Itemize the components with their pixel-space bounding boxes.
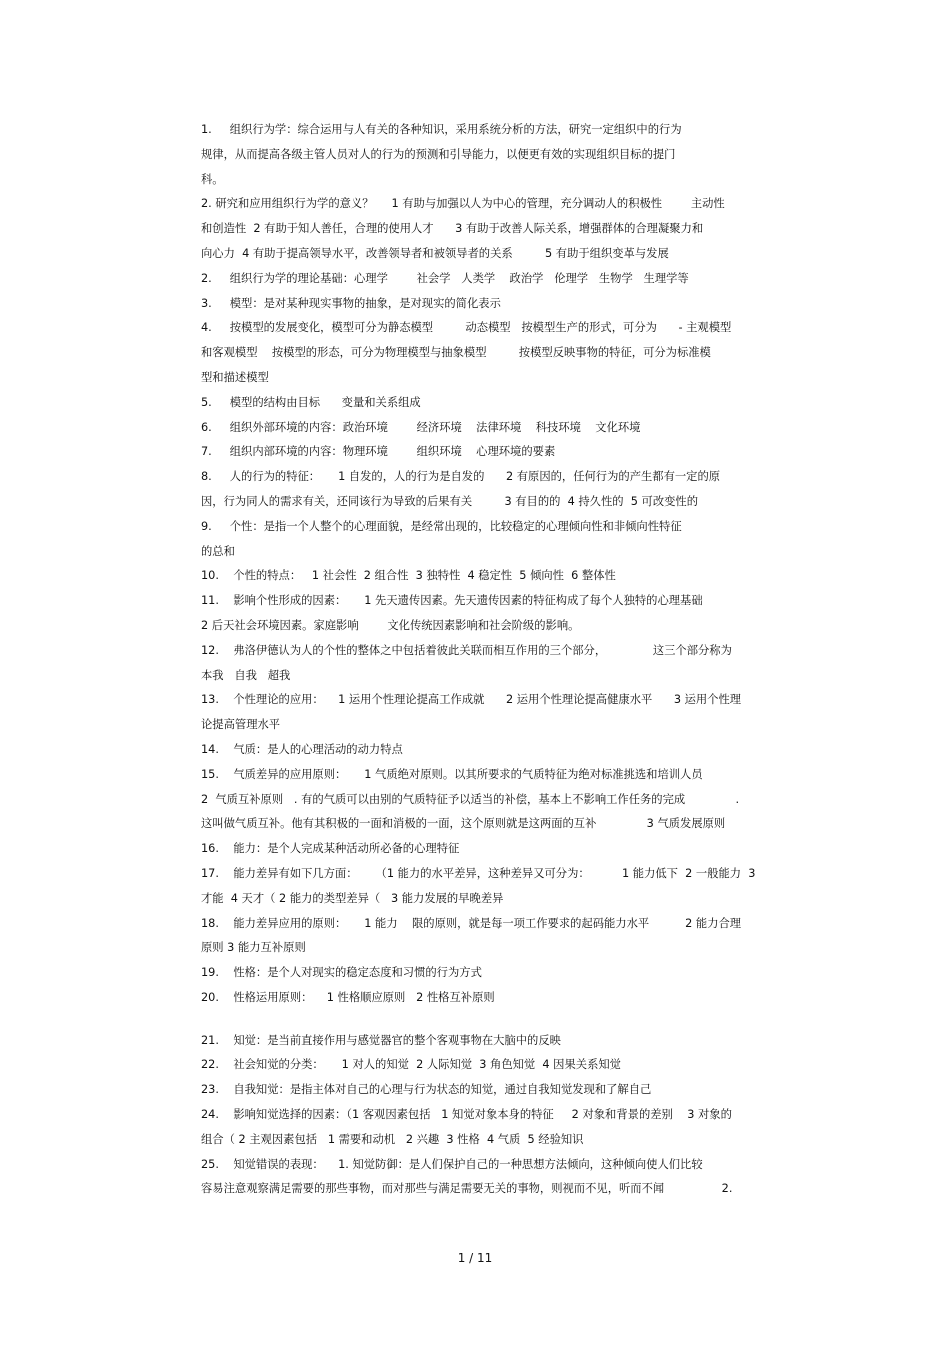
text-line: 的总和 (201, 544, 235, 558)
text-line: 向心力 4 有助于提高领导水平，改善领导者和被领导者的关系 5 有助于组织变革与发展 (201, 246, 669, 260)
text-line: 25. 知觉错误的表现： 1. 知觉防御：是人们保护自己的一种思想方法倾向，这种倾向使人们比较 (201, 1157, 703, 1171)
text-line: 2. 组织行为学的理论基础：心理学 社会学 人类学 政治学 伦理学 生物学 生理学等 (201, 271, 689, 285)
text-line: 1. 组织行为学：综合运用与人有关的各种知识，采用系统分析的方法，研究一定组织中的行为 (201, 123, 682, 136)
text-line: 因，行为同人的需求有关，还同该行为导致的后果有关 3 有目的的 4 持久性的 5 可改变性的 (201, 494, 699, 508)
text-line: 22. 社会知觉的分类： 1 对人的知觉 2 人际知觉 3 角色知觉 4 因果关系知觉 (201, 1058, 621, 1072)
text-line: 24. 影响知觉选择的因素：（1 客观因素包括 1 知觉对象本身的特征 2 对象和背景的差别 3 对象的 (201, 1108, 732, 1122)
text-line: 23. 自我知觉：是指主体对自己的心理与行为状态的知觉，通过自我知觉发现和了解自己 (201, 1083, 652, 1097)
text-line: 6. 组织外部环境的内容：政治环境 经济环境 法律环境 科技环境 文化环境 (201, 420, 641, 434)
text-line: 20. 性格运用原则： 1 性格顺应原则 2 性格互补原则 (201, 990, 495, 1004)
text-line: 规律，从而提高各级主管人员对人的行为的预测和引导能力，以便更有效的实现组织目标的提门 (201, 147, 676, 161)
text-line: 才能 4 天才（ 2 能力的类型差异（ 3 能力发展的早晚差异 (201, 891, 504, 905)
text-line: 本我 自我 超我 (201, 668, 291, 682)
text-line: 组合（ 2 主观因素包括 1 需要和动机 2 兴趣 3 性格 4 气质 5 经验知识 (201, 1132, 584, 1146)
text-line: 19. 性格：是个人对现实的稳定态度和习惯的行为方式 (201, 966, 482, 980)
text-line: 2. 研究和应用组织行为学的意义？ 1 有助与加强以人为中心的管理，充分调动人的积极性 主动性 (201, 197, 725, 211)
text-line: 15. 气质差异的应用原则： 1 气质绝对原则。以其所要求的气质特征为绝对标准挑选和培训人员 (201, 767, 703, 781)
text-line: 8. 人的行为的特征： 1 自发的，人的行为是自发的 2 有原因的，任何行为的产生都有一定的原 (201, 470, 721, 484)
text-line: 9. 个性：是指一个人整个的心理面貌，是经常出现的，比较稳定的心理倾向性和非倾向性特征 (201, 519, 682, 533)
text-line: 18. 能力差异应用的原则： 1 能力 限的原则，就是每一项工作要求的起码能力水平 2 能力合理 (201, 916, 742, 930)
text-line: 和创造性 2 有助于知人善任，合理的使用人才 3 有助于改善人际关系，增强群体的合理凝聚力和 (201, 222, 704, 236)
text-line: 13. 个性理论的应用： 1 运用个性理论提高工作成就 2 运用个性理论提高健康水平 3 运用个性理 (201, 693, 742, 707)
paragraph-gap (201, 1011, 807, 1029)
text-line: 型和描述模型 (201, 370, 269, 384)
text-line: 17. 能力差异有如下几方面： （1 能力的水平差异，这种差异又可分为： 1 能力低下 2 一般能力 3 (201, 866, 756, 880)
text-line: 5. 模型的结构由目标 变量和关系组成 (201, 395, 421, 409)
text-line: 容易注意观察满足需要的那些事物，而对那些与满足需要无关的事物，则视而不见，听而不闻 2. (201, 1182, 733, 1196)
text-line: 21. 知觉：是当前直接作用与感觉器官的整个客观事物在大脑中的反映 (201, 1033, 561, 1047)
text-line: 这叫做气质互补。他有其积极的一面和消极的一面，这个原则就是这两面的互补 3 气质发展原则 (201, 817, 726, 831)
text-line: 4. 按模型的发展变化，模型可分为静态模型 动态模型 按模型生产的形式，可分为 - 主观模型 (201, 321, 732, 335)
text-line: 科。 (201, 172, 224, 186)
text-line: 10. 个性的特点： 1 社会性 2 组合性 3 独特性 4 稳定性 5 倾向性 6 整体性 (201, 569, 616, 583)
text-line: 14. 气质：是人的心理活动的动力特点 (201, 742, 403, 756)
text-line: 16. 能力：是个人完成某种活动所必备的心理特征 (201, 842, 460, 856)
text-line: 11. 影响个性形成的因素： 1 先天遗传因素。先天遗传因素的特征构成了每个人独特的心理基础 (201, 594, 703, 608)
text-line: 原则 3 能力互补原则 (201, 941, 306, 955)
text-line: 和客观模型 按模型的形态，可分为物理模型与抽象模型 按模型反映事物的特征，可分为标准模 (201, 346, 711, 360)
text-line: 12. 弗洛伊德认为人的个性的整体之中包括着彼此关联而相互作用的三个部分， 这三个部分称为 (201, 643, 732, 657)
text-line: 论提高管理水平 (201, 718, 281, 732)
text-line: 2 气质互补原则 . 有的气质可以由别的气质特征予以适当的补偿，基本上不影响工作任务的完成 . (201, 792, 740, 806)
page-number: 1 / 11 (457, 1251, 493, 1265)
text-line: 7. 组织内部环境的内容：物理环境 组织环境 心理环境的要素 (201, 445, 556, 459)
text-line: 3. 模型：是对某种现实事物的抽象，是对现实的简化表示 (201, 296, 501, 310)
document-body (201, 118, 807, 1202)
text-line: 2 后天社会环境因素。家庭影响 文化传统因素影响和社会阶级的影响。 (201, 618, 580, 632)
